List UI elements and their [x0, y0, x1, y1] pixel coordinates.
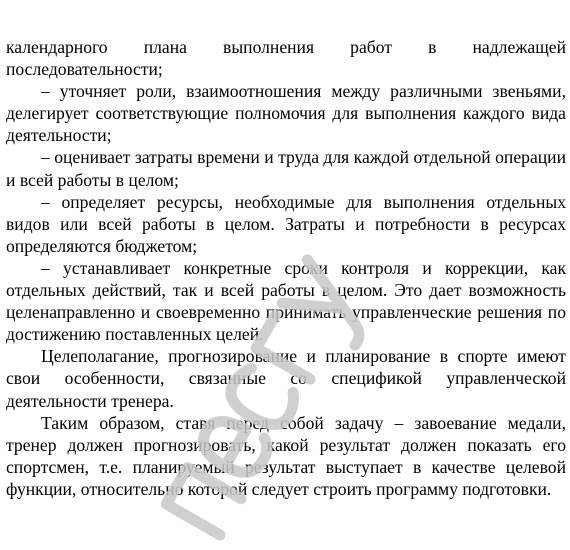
paragraph-3: – оценивает затраты времени и труда для каждой отдельной операции и всей работы в целом; — [6, 147, 566, 190]
paragraph-7: Таким образом, ставя перед собой задачу – завоевание медали, тренер должен прогнозировать, какой результат должен показать его спортсмен, т.е. планируемый результат выступает в качестве целевой функции, относительно которой следует строить программу подготовки. — [6, 412, 566, 499]
paragraph-1: календарного плана выполнения работ в надлежащей последовательности; — [6, 37, 566, 80]
document-text — [6, 36, 566, 500]
paragraph-5: – устанавливает конкретные сроки контроля и коррекции, как отдельных действий, так и всей работы в целом. Это дает возможность целенаправленно и своевременно принимать управленческие решения по достижению поставленных целей. — [6, 257, 566, 345]
paragraph-6: Целеполагание, прогнозирование и планирование в спорте имеют свои особенности, связанные со спецификой управленческой деятельности тренера. — [6, 346, 566, 411]
paragraph-4: – определяет ресурсы, необходимые для выполнения отдельных видов или всей работы в целом. Затраты и потребности в ресурсах определяются бюджетом; — [6, 191, 566, 256]
paragraph-2: – уточняет роли, взаимоотношения между различными звеньями, делегирует соответствующие полномочия для выполнения каждого вида деятельности; — [6, 81, 566, 146]
